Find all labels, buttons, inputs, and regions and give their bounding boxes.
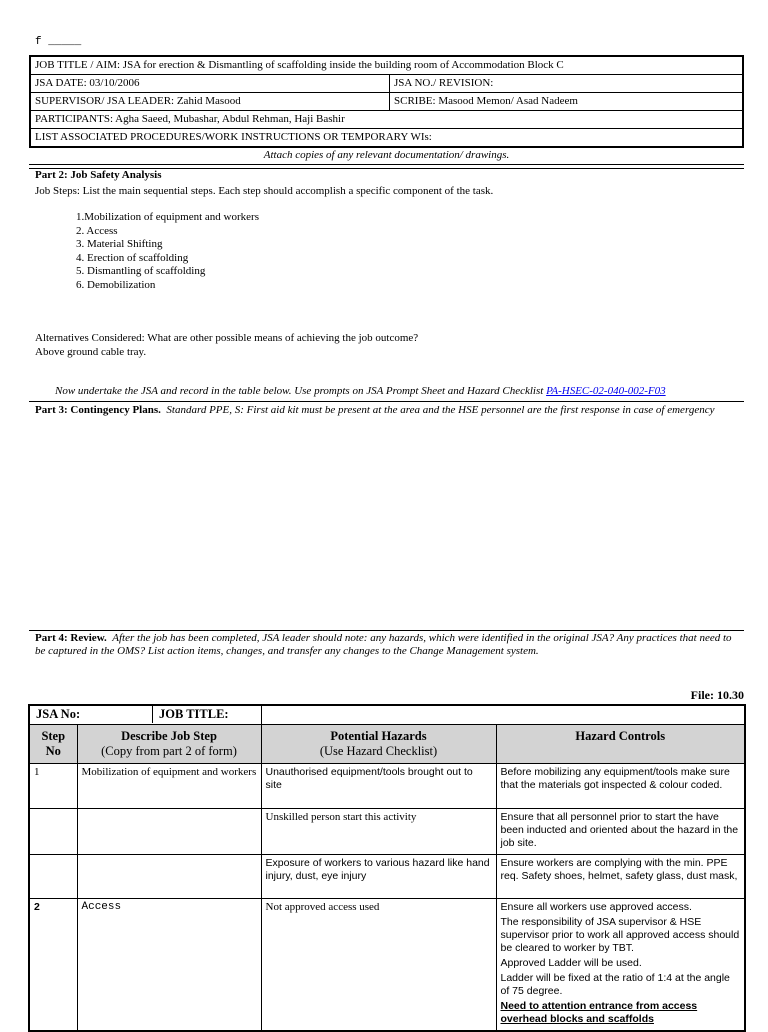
controls-cell bbox=[496, 809, 745, 855]
col-controls-header: Hazard Controls bbox=[496, 725, 745, 764]
hazard-cell: Not approved access used bbox=[261, 899, 496, 1032]
describe-cell: Access bbox=[77, 899, 261, 1032]
step-cell bbox=[29, 855, 77, 899]
part4-text: After the job has been completed, JSA leader should note: any hazards, which were identified in the original JSA? Any practices that need to be captured in the OMS? List action items, changes, and transfer any changes to the Change Management system. bbox=[35, 632, 732, 657]
list-item: 2. Access bbox=[76, 224, 118, 237]
scribe-cell: SCRIBE: Masood Memon/ Asad Nadeem bbox=[390, 93, 744, 111]
part4-heading: Part 4: Review. bbox=[35, 632, 107, 644]
job-title-label: JOB TITLE: bbox=[159, 707, 229, 721]
table-row bbox=[29, 855, 745, 899]
list-item: 3. Material Shifting bbox=[76, 238, 163, 250]
control-text: Approved Ladder will be used. bbox=[500, 957, 642, 969]
control-text: The responsibility of JSA supervisor & HSE supervisor prior to work all approved access should be cleared to worker by TBT. bbox=[500, 916, 740, 954]
controls-cell bbox=[496, 764, 745, 809]
col-describe-header bbox=[77, 725, 261, 764]
part2-intro: Job Steps: List the main sequential steps. Each step should accomplish a specific component of the task. bbox=[35, 185, 494, 197]
table-row bbox=[29, 899, 745, 1032]
col-hazards-header bbox=[261, 725, 496, 764]
hazard-cell: Unskilled person start this activity bbox=[261, 809, 496, 855]
jsa-no-label: JSA No: bbox=[30, 706, 153, 723]
control-text: Before mobilizing any equipment/tools make sure that the materials got inspected & colour coded. bbox=[500, 766, 730, 791]
participants-cell: PARTICIPANTS: Agha Saeed, Mubashar, Abdul Rehman, Haji Bashir bbox=[30, 111, 743, 129]
step-cell bbox=[29, 809, 77, 855]
control-text: Ensure workers are complying with the min. PPE req. Safety shoes, helmet, safety glass, dust mask, bbox=[500, 857, 738, 882]
alternatives-answer: Above ground cable tray. bbox=[35, 346, 147, 358]
hazard-checklist-link[interactable]: PA-HSEC-02-040-002-F03 bbox=[546, 385, 666, 397]
undertake-text: Now undertake the JSA and record in the table below. Use prompts on JSA Prompt Sheet and Hazard Checklist bbox=[55, 385, 547, 397]
list-item: 6. Demobilization bbox=[76, 278, 156, 291]
jsa-date-cell: JSA DATE: 03/10/2006 bbox=[30, 75, 390, 93]
control-text: Ladder will be fixed at the ratio of 1:4 at the angle of 75 degree. bbox=[500, 972, 730, 997]
file-reference: File: 10.30 bbox=[690, 688, 744, 702]
controls-cell bbox=[496, 855, 745, 899]
step-cell: 2 bbox=[29, 899, 77, 1032]
part4-block bbox=[35, 632, 735, 658]
jsa-table bbox=[28, 704, 746, 1032]
control-text: Ensure that all personnel prior to start the have been inducted and oriented about the hazard in the job site. bbox=[500, 811, 739, 849]
list-item: 4. Erection of scaffolding bbox=[76, 251, 189, 264]
list-item: 1.Mobilization of equipment and workers bbox=[76, 211, 259, 223]
job-steps-list bbox=[76, 211, 259, 292]
hazard-cell: Unauthorised equipment/tools brought out to site bbox=[261, 764, 496, 809]
col-describe-title: Describe Job Step bbox=[121, 729, 217, 743]
list-item: 5. Dismantling of scaffolding bbox=[76, 265, 206, 277]
col-hazards-subtitle: (Use Hazard Checklist) bbox=[319, 744, 438, 758]
supervisor-cell: SUPERVISOR/ JSA LEADER: Zahid Masood bbox=[30, 93, 390, 111]
table-row bbox=[29, 764, 745, 809]
alternatives-question: Alternatives Considered: What are other possible means of achieving the job outcome? bbox=[35, 332, 419, 344]
describe-cell bbox=[77, 855, 261, 899]
col-describe-subtitle: (Copy from part 2 of form) bbox=[101, 744, 237, 758]
describe-cell: Mobilization of equipment and workers bbox=[77, 764, 261, 809]
part3-text: Standard PPE, S: First aid kit must be present at the area and the HSE personnel are the first response in case of emergency bbox=[166, 404, 715, 416]
controls-cell bbox=[496, 899, 745, 1032]
hazard-cell: Exposure of workers to various hazard like hand injury, dust, eye injury bbox=[261, 855, 496, 899]
attach-note: Attach copies of any relevant documentation/ drawings. bbox=[263, 149, 510, 161]
control-emphasis-text: Need to attention entrance from access overhead blocks and scaffolds bbox=[500, 1000, 698, 1025]
col-hazards-title: Potential Hazards bbox=[330, 729, 427, 743]
col-step-header: Step No bbox=[29, 725, 77, 764]
divider bbox=[29, 401, 744, 402]
divider bbox=[29, 630, 744, 631]
job-title-cell: JOB TITLE / AIM: JSA for erection & Dismantling of scaffolding inside the building room of Accommodation Block C bbox=[30, 56, 743, 75]
part2-heading: Part 2: Job Safety Analysis bbox=[35, 169, 162, 181]
undertake-note bbox=[55, 385, 666, 398]
describe-cell bbox=[77, 809, 261, 855]
control-text: Ensure all workers use approved access. bbox=[500, 901, 692, 913]
step-cell: 1 bbox=[29, 764, 77, 809]
top-mark: f _____ bbox=[35, 36, 82, 48]
header-table bbox=[29, 55, 744, 148]
procedures-cell: LIST ASSOCIATED PROCEDURES/WORK INSTRUCTIONS OR TEMPORARY WIs: bbox=[30, 129, 743, 148]
part3-block bbox=[35, 404, 735, 417]
table-row bbox=[29, 809, 745, 855]
jsa-no-cell: JSA NO./ REVISION: bbox=[390, 75, 744, 93]
part3-heading: Part 3: Contingency Plans. bbox=[35, 404, 161, 416]
